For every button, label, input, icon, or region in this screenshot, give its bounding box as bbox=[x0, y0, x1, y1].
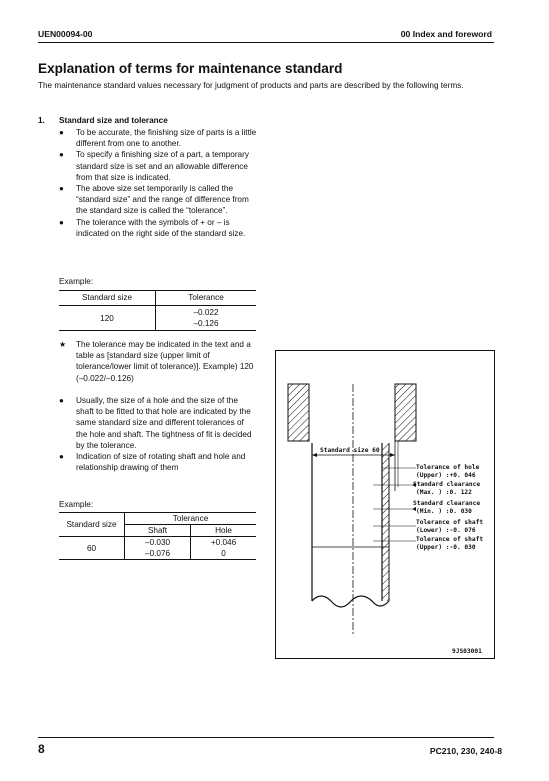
figure-code: 9JS03001 bbox=[452, 648, 482, 655]
hole-wall-right bbox=[395, 384, 416, 441]
standard-size-label: Standard size 60 bbox=[320, 447, 380, 454]
table-cell: +0.046 0 bbox=[210, 538, 237, 558]
example-label-2: Example: bbox=[59, 500, 94, 509]
table-header: Standard size bbox=[59, 513, 125, 537]
table-header: Hole bbox=[215, 526, 232, 535]
header-section: 00 Index and foreword bbox=[400, 29, 492, 39]
footer-rule bbox=[38, 737, 494, 738]
list-item: ● To be accurate, the finishing size of parts is a little different from one to another. bbox=[59, 128, 257, 149]
list-item: ● Usually, the size of a hole and the size of the shaft to be fitted to that hole are indicated by the same standard size and different tolerances of the hole and shaft. The tightness of fit is decided by the tolerance. bbox=[59, 396, 252, 450]
table-cell: –0.030 –0.076 bbox=[125, 537, 191, 560]
tolerance-table-1 bbox=[59, 290, 256, 331]
list-item: ● To specify a finishing size of a part, a temporary standard size is set and an allowable difference from that size is indicated. bbox=[59, 150, 249, 182]
list-item: ● Indication of size of rotating shaft and hole and relationship drawing of them bbox=[59, 452, 246, 473]
figure-label: (Max. ) :0. 122 bbox=[416, 489, 472, 496]
section-heading bbox=[38, 116, 168, 125]
table-cell: –0.022 –0.126 bbox=[193, 308, 219, 328]
table-header: Shaft bbox=[125, 525, 191, 537]
hole-wall-left bbox=[288, 384, 309, 441]
table-cell: 120 bbox=[59, 306, 156, 331]
list-item: ● The above size set temporarily is called the “standard size” and the range of difference from the standard size is called the “tolerance”. bbox=[59, 184, 249, 216]
list-item: ● The tolerance with the symbols of + or – is indicated on the right side of the standard size. bbox=[59, 217, 246, 238]
footer-model: PC210, 230, 240-8 bbox=[429, 746, 502, 756]
star-icon: ★ bbox=[59, 340, 67, 349]
example-label-1: Example: bbox=[59, 277, 94, 286]
figure-label: Tolerance of shaft bbox=[416, 536, 484, 543]
bullet-list-1 bbox=[59, 127, 257, 239]
table-header: Standard size bbox=[59, 291, 156, 306]
header-rule bbox=[38, 42, 494, 43]
table-cell: 60 bbox=[59, 537, 125, 560]
fit-drawing-figure bbox=[275, 350, 495, 659]
bullet-list-2 bbox=[59, 395, 257, 473]
section-number: 1. bbox=[38, 116, 45, 125]
header-doc-code: UEN00094-00 bbox=[38, 29, 93, 39]
figure-label: (Min. ) :0. 030 bbox=[416, 508, 472, 515]
section-title: Standard size and tolerance bbox=[59, 116, 168, 125]
shaft-hatch bbox=[382, 443, 389, 601]
note: ★ The tolerance may be indicated in the text and a table as [standard size (upper limit of tolerance/lower limit of tolerance)]. Example) 120 (–0.022/–0.126) bbox=[59, 340, 254, 383]
tolerance-table-2 bbox=[59, 512, 256, 560]
fit-drawing bbox=[276, 351, 494, 658]
page-title: Explanation of terms for maintenance standard bbox=[38, 61, 343, 76]
figure-label: (Upper) :-0. 030 bbox=[416, 544, 476, 551]
figure-label: Standard clearance bbox=[413, 481, 481, 488]
figure-label: Tolerance of shaft bbox=[416, 519, 484, 526]
shaft-break-line bbox=[312, 596, 389, 607]
table-header: Tolerance bbox=[188, 293, 224, 302]
figure-label: (Lower) :-0. 076 bbox=[416, 527, 476, 534]
figure-label: (Upper) :+0. 046 bbox=[416, 472, 476, 479]
figure-label: Standard clearance bbox=[413, 500, 481, 507]
table-header: Tolerance bbox=[125, 513, 257, 525]
page-number: 8 bbox=[38, 742, 45, 756]
figure-label: Tolerance of hole bbox=[416, 464, 480, 471]
intro-paragraph: The maintenance standard values necessary for judgment of products and parts are described by the following terms. bbox=[38, 81, 464, 90]
